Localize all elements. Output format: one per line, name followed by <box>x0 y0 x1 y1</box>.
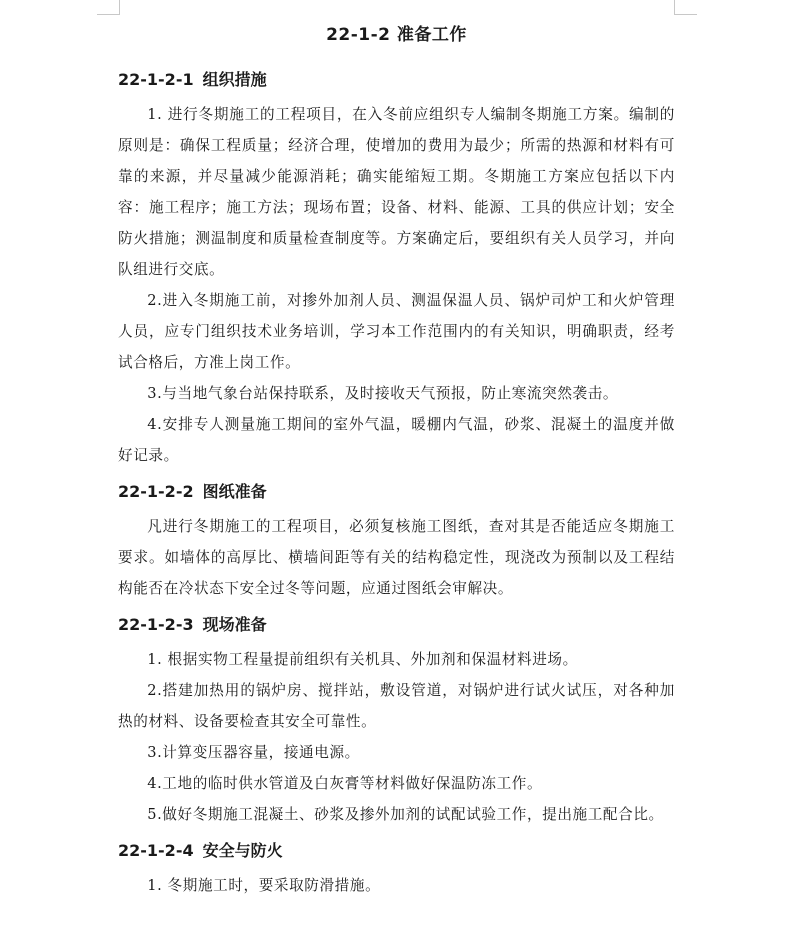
paragraph: 凡进行冬期施工的工程项目，必须复核施工图纸，查对其是否能适应冬期施工要求。如墙体的高厚比、横墙间距等有关的结构稳定性，现浇改为预制以及工程结构能否在冷状态下安全过冬等问题，应通过图纸会审解决。 <box>118 518 675 597</box>
crop-mark-top-right <box>674 0 697 15</box>
section-title: 图纸准备 <box>202 482 267 501</box>
section-organization-measures <box>118 67 675 471</box>
section-heading <box>118 612 675 638</box>
document-page <box>118 20 675 909</box>
section-title: 安全与防火 <box>202 841 283 860</box>
section-title: 现场准备 <box>202 615 267 634</box>
paragraph: 1. 根据实物工程量提前组织有关机具、外加剂和保温材料进场。 <box>147 651 578 668</box>
section-number: 22-1-2-1 <box>118 70 194 89</box>
paragraph: 1. 冬期施工时，要采取防滑措施。 <box>147 877 381 894</box>
section-title: 组织措施 <box>202 70 267 89</box>
section-number: 22-1-2-2 <box>118 482 194 501</box>
section-safety-fire-prevention <box>118 838 675 901</box>
crop-mark-top-left <box>97 0 120 15</box>
paragraph: 2.进入冬期施工前，对掺外加剂人员、测温保温人员、锅炉司炉工和火炉管理人员，应专门组织技术业务培训，学习本工作范围内的有关知识，明确职责，经考试合格后，方准上岗工作。 <box>118 292 675 371</box>
section-number: 22-1-2-3 <box>118 615 194 634</box>
section-heading <box>118 838 675 864</box>
paragraph: 1. 进行冬期施工的工程项目，在入冬前应组织专人编制冬期施工方案。编制的原则是：确保工程质量；经济合理，使增加的费用为最少；所需的热源和材料有可靠的来源，并尽量减少能源消耗；确实能缩短工期。冬期施工方案应包括以下内容：施工程序；施工方法；现场布置；设备、材料、能源、工具的供应计划；安全防火措施；测温制度和质量检查制度等。方案确定后，要组织有关人员学习，并向队组进行交底。 <box>118 106 675 278</box>
paragraph: 3.计算变压器容量，接通电源。 <box>147 744 360 761</box>
section-heading <box>118 479 675 505</box>
paragraph: 5.做好冬期施工混凝土、砂浆及掺外加剂的试配试验工作，提出施工配合比。 <box>147 806 664 823</box>
section-drawing-preparation <box>118 479 675 604</box>
section-site-preparation <box>118 612 675 830</box>
document-title: 22-1-2 准备工作 <box>326 25 467 45</box>
paragraph: 2.搭建加热用的锅炉房、搅拌站，敷设管道，对锅炉进行试火试压，对各种加热的材料、设备要检查其安全可靠性。 <box>118 682 675 730</box>
paragraph: 4.安排专人测量施工期间的室外气温，暖棚内气温，砂浆、混凝土的温度并做好记录。 <box>118 416 675 464</box>
section-number: 22-1-2-4 <box>118 841 194 860</box>
paragraph: 4.工地的临时供水管道及白灰膏等材料做好保温防冻工作。 <box>147 775 543 792</box>
section-heading <box>118 67 675 93</box>
paragraph: 3.与当地气象台站保持联系，及时接收天气预报，防止寒流突然袭击。 <box>147 385 619 402</box>
